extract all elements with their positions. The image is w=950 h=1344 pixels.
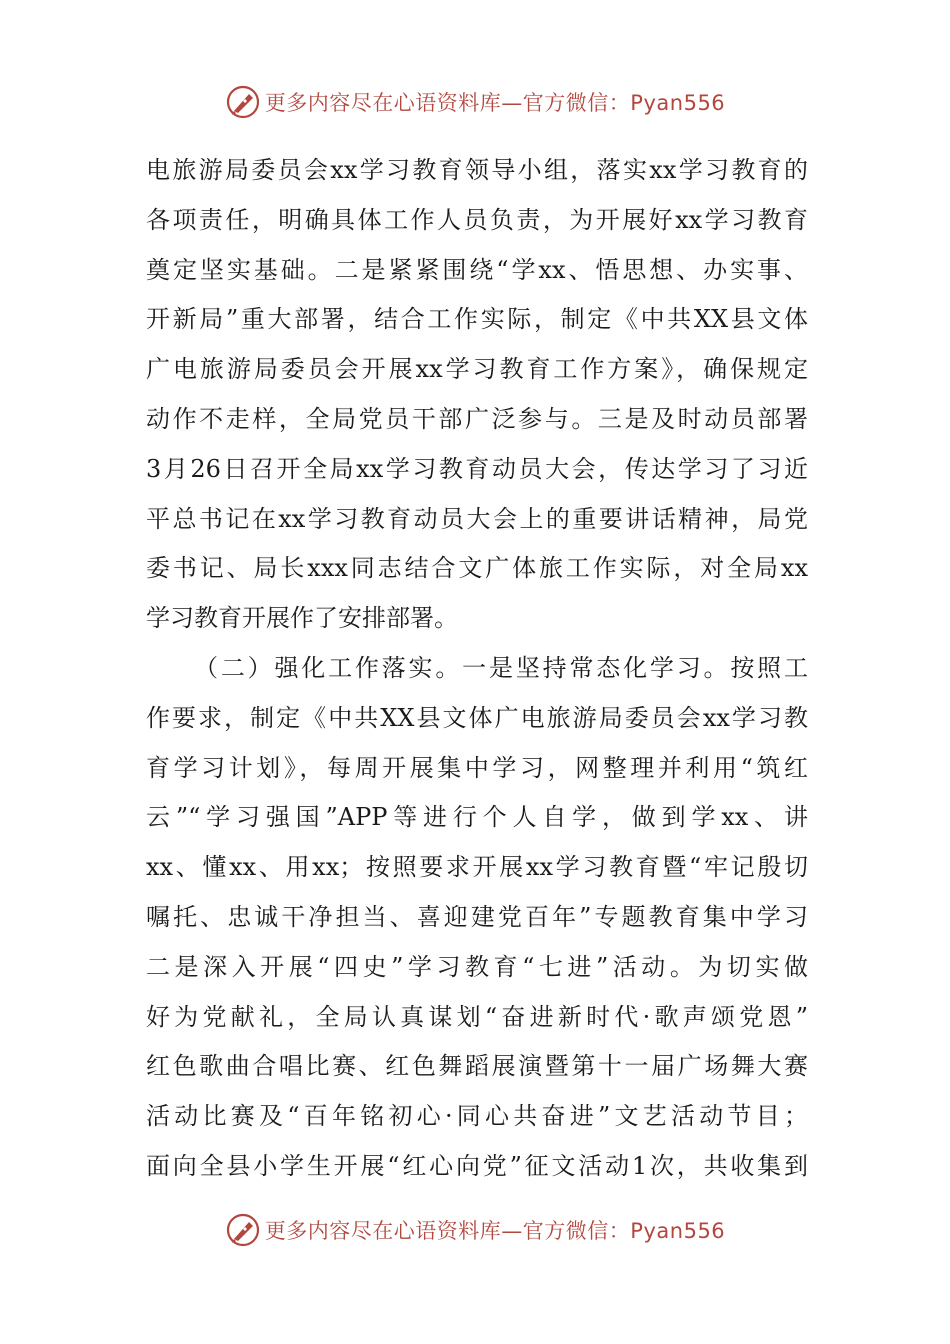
document-body — [146, 146, 808, 1192]
body-line-18: 好为党献礼，全局认真谋划“奋进新时代·歌声颂党恩” — [146, 1002, 808, 1031]
body-line-11: （二）强化工作落实。一是坚持常态化学习。按照工 — [194, 653, 808, 682]
body-line-13: 育学习计划》，每周开展集中学习，网整理并利用“筑红 — [146, 753, 808, 782]
body-line-8: 平总书记在xx学习教育动员大会上的重要讲话精神，局党 — [146, 504, 808, 533]
body-line-1: 电旅游局委员会xx学习教育领导小组，落实xx学习教育的 — [146, 156, 808, 184]
body-line-15: xx、懂xx、用xx；按照要求开展xx学习教育暨“牢记殷切 — [146, 853, 808, 882]
body-line-4: 开新局”重大部署，结合工作实际，制定《中共XX县文体 — [146, 305, 808, 334]
body-line-5: 广电旅游局委员会开展xx学习教育工作方案》，确保规定 — [146, 355, 808, 384]
watermark-banner-bottom — [0, 1208, 950, 1252]
body-line-14: 云”“学习强国”APP等进行个人自学，做到学xx、讲 — [146, 803, 808, 832]
body-line-17: 二是深入开展“四史”学习教育“七进”活动。为切实做 — [146, 952, 808, 981]
watermark-banner-top — [0, 80, 950, 124]
body-line-6: 动作不走样，全局党员干部广泛参与。三是及时动员部署 — [146, 404, 808, 433]
watermark-text-top: 更多内容尽在心语资料库—官方微信：Pyan556 — [264, 91, 726, 115]
body-line-19: 红色歌曲合唱比赛、红色舞蹈展演暨第十一届广场舞大赛 — [146, 1052, 808, 1081]
body-line-20: 活动比赛及“百年铭初心·同心共奋进”文艺活动节目； — [146, 1102, 808, 1131]
body-line-21: 面向全县小学生开展“红心向党”征文活动1次，共收集到 — [146, 1151, 808, 1180]
body-line-9: 委书记、局长xxx同志结合文广体旅工作实际，对全局xx — [146, 554, 808, 583]
body-line-7: 3月26日召开全局xx学习教育动员大会，传达学习了习近 — [146, 454, 808, 483]
body-line-3: 奠定坚实基础。二是紧紧围绕“学xx、悟思想、办实事、 — [146, 255, 808, 284]
pen-nib-logo-icon — [225, 1212, 261, 1248]
body-line-12: 作要求，制定《中共XX县文体广电旅游局委员会xx学习教 — [146, 703, 808, 732]
body-line-16: 嘱托、忠诚干净担当、喜迎建党百年”专题教育集中学习 — [146, 902, 808, 931]
pen-nib-logo-icon — [225, 84, 261, 120]
body-line-10: 学习教育开展作了安排部署。 — [146, 604, 458, 633]
watermark-text-bottom: 更多内容尽在心语资料库—官方微信：Pyan556 — [264, 1219, 726, 1243]
body-line-2: 各项责任，明确具体工作人员负责，为开展好xx学习教育 — [146, 205, 808, 234]
